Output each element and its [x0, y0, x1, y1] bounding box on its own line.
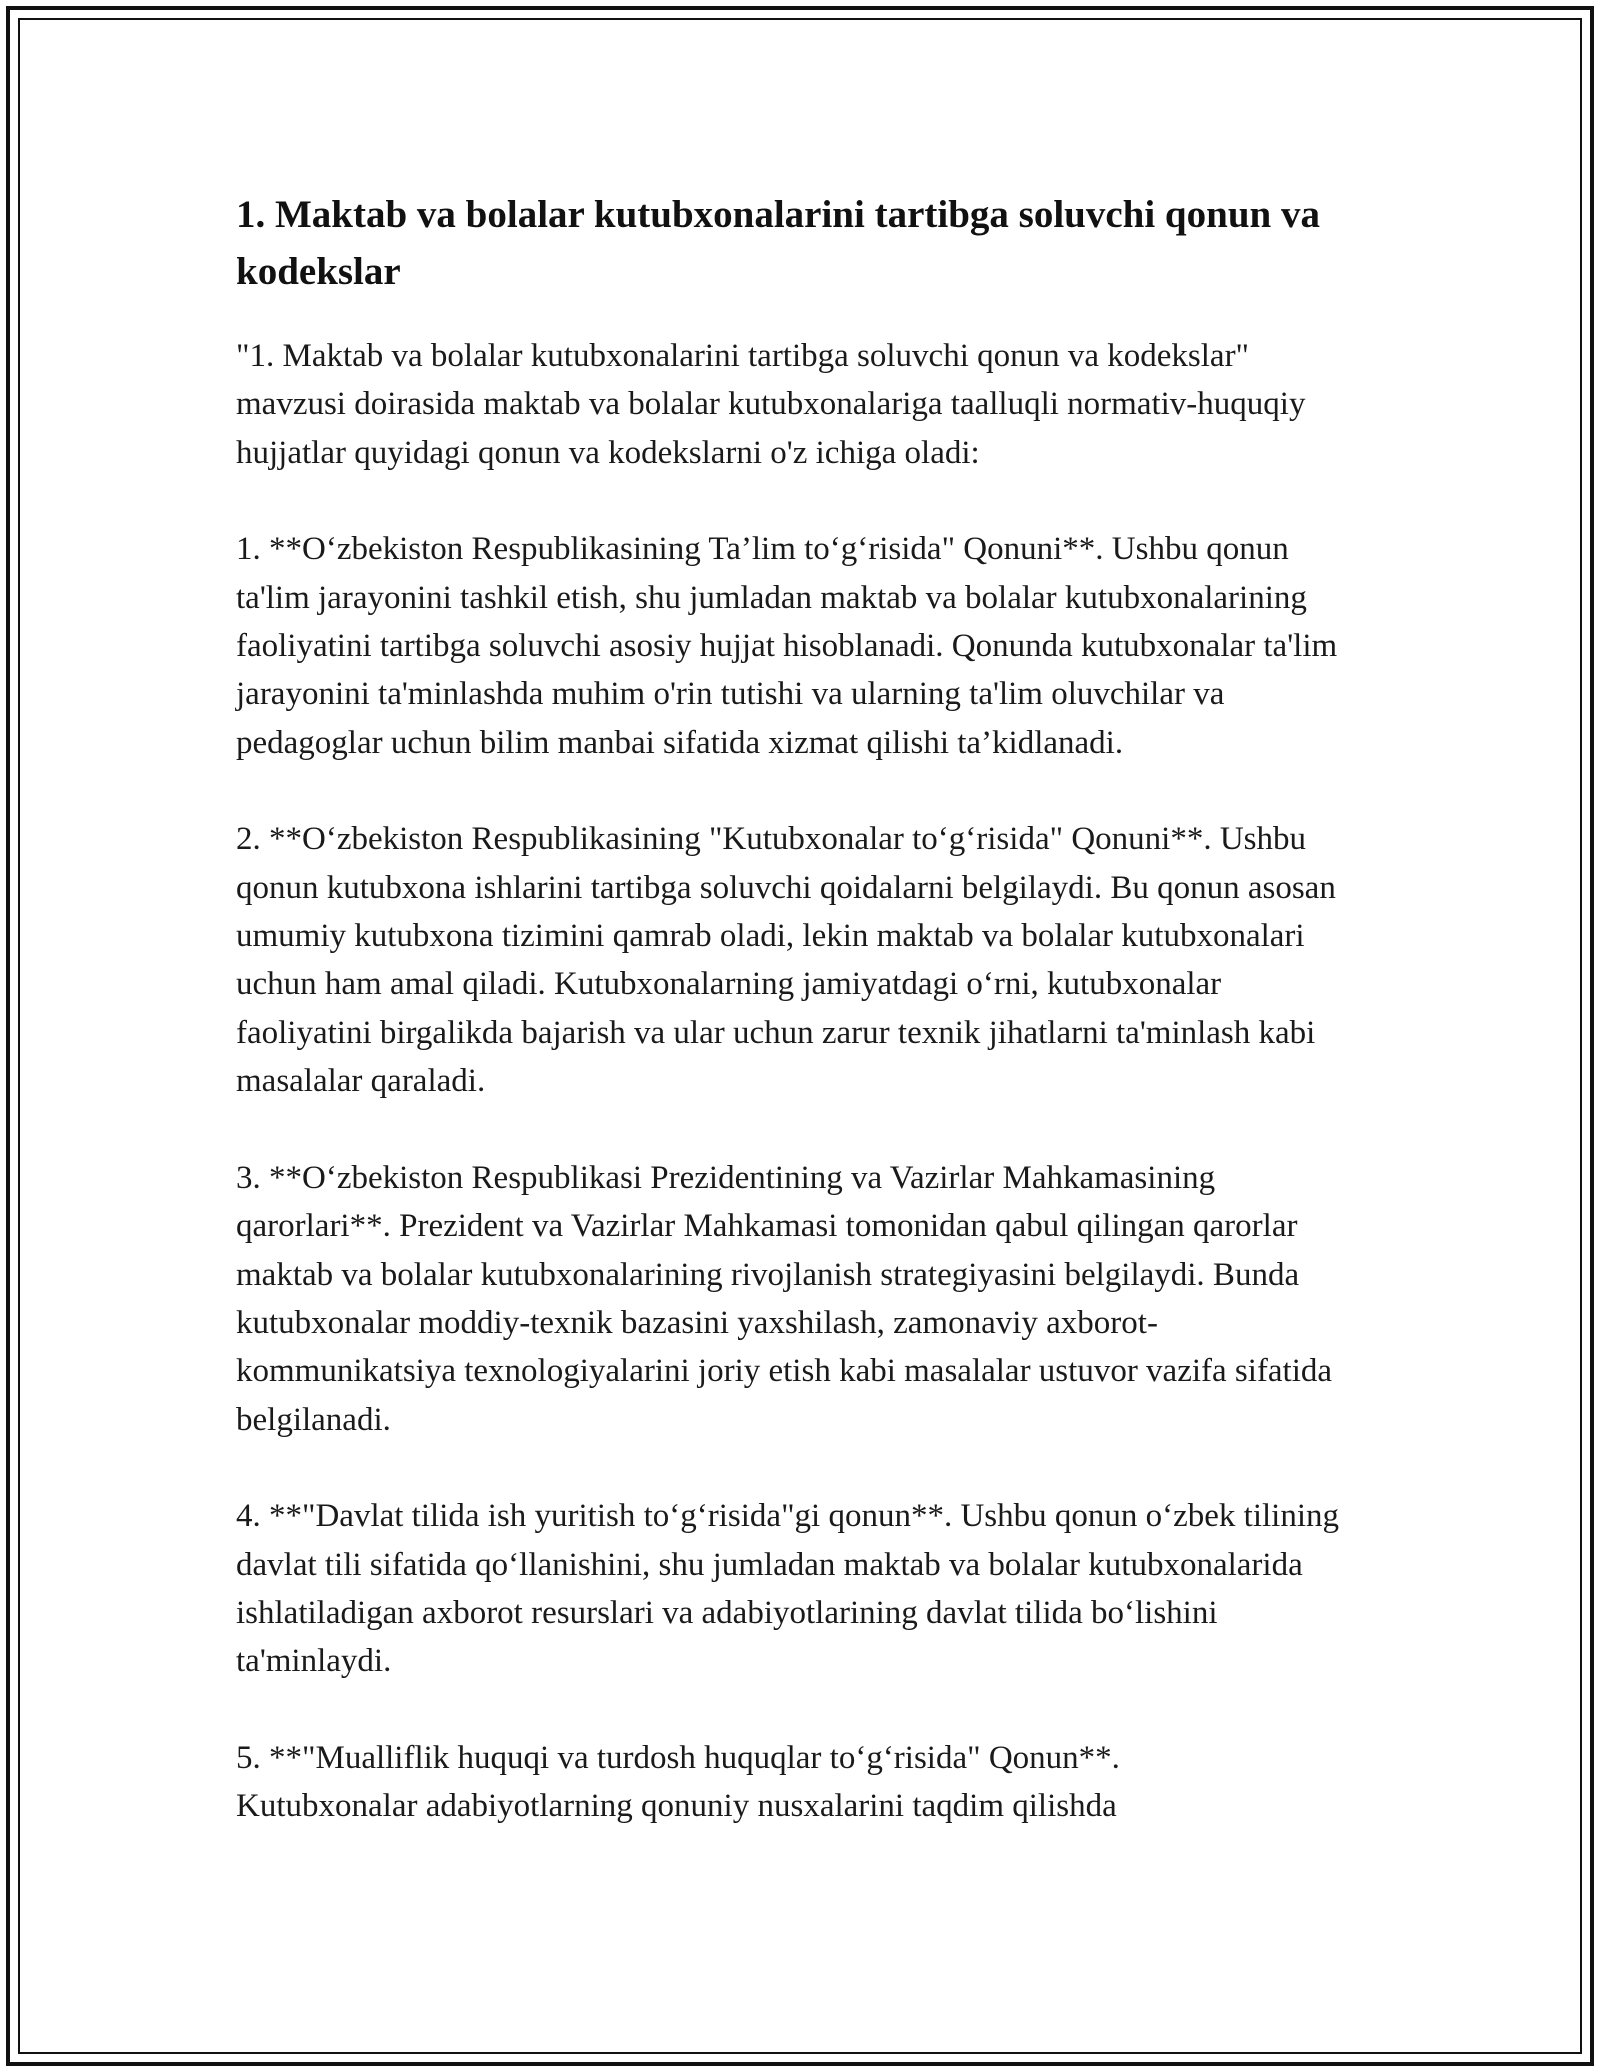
list-item-3: 3. **O‘zbekiston Respublikasi Prezidentining va Vazirlar Mahkamasining qarorlari**. Prezident va Vazirlar Mahkamasi tomonidan qabul qilingan qarorlar maktab va bolalar kutubxonalarining rivojlanish strategiyasini belgilaydi. Bunda kutubxonalar moddiy-texnik bazasini yaxshilash, zamonaviy axborot-kommunikatsiya texnologiyalarini joriy etish kabi masalalar ustuvor vazifa sifatida belgilanadi.: [236, 1159, 1333, 1438]
document-body: [236, 186, 1366, 1831]
list-item-5: 5. **"Mualliflik huquqi va turdosh huquqlar to‘g‘risida" Qonun**. Kutubxonalar adabiyotlarning qonuniy nusxalarini taqdim qilishda: [236, 1739, 1120, 1825]
list-item-2: 2. **O‘zbekiston Respublikasining "Kutubxonalar to‘g‘risida" Qonuni**. Ushbu qonun kutubxona ishlarini tartibga soluvchi qoidalarni belgilaydi. Bu qonun asosan umumiy kutubxona tizimini qamrab oladi, lekin maktab va bolalar kutubxonalari uchun ham amal qiladi. Kutubxonalarning jamiyatdagi o‘rni, kutubxonalar faoliyatini birgalikda bajarish va ular uchun zarur texnik jihatlarni ta'minlash kabi masalalar qaraladi.: [236, 821, 1336, 1100]
list-item-1: 1. **O‘zbekiston Respublikasining Ta’lim to‘g‘risida" Qonuni**. Ushbu qonun ta'lim jarayonini tashkil etish, shu jumladan maktab va bolalar kutubxonalarining faoliyatini tartibga soluvchi asosiy hujjat hisoblanadi. Qonunda kutubxonalar ta'lim jarayonini ta'minlashda muhim o'rin tutishi va ularning ta'lim oluvchilar va pedagoglar uchun bilim manbai sifatida xizmat qilishi ta’kidlanadi.: [236, 531, 1338, 761]
intro-paragraph: "1. Maktab va bolalar kutubxonalarini tartibga soluvchi qonun va kodekslar" mavzusi doirasida maktab va bolalar kutubxonalariga taalluqli normativ-huquqiy hujjatlar quyidagi qonun va kodekslarni o'z ichiga oladi:: [236, 338, 1306, 471]
list-item-4: 4. **"Davlat tilida ish yuritish to‘g‘risida"gi qonun**. Ushbu qonun o‘zbek tilining davlat tili sifatida qo‘llanishini, shu jumladan maktab va bolalar kutubxonalarida ishlatiladigan axborot resurslari va adabiyotlarining davlat tilida bo‘lishini ta'minlaydi.: [236, 1498, 1340, 1680]
document-title: 1. Maktab va bolalar kutubxonalarini tartibga soluvchi qonun va kodekslar: [236, 193, 1320, 293]
